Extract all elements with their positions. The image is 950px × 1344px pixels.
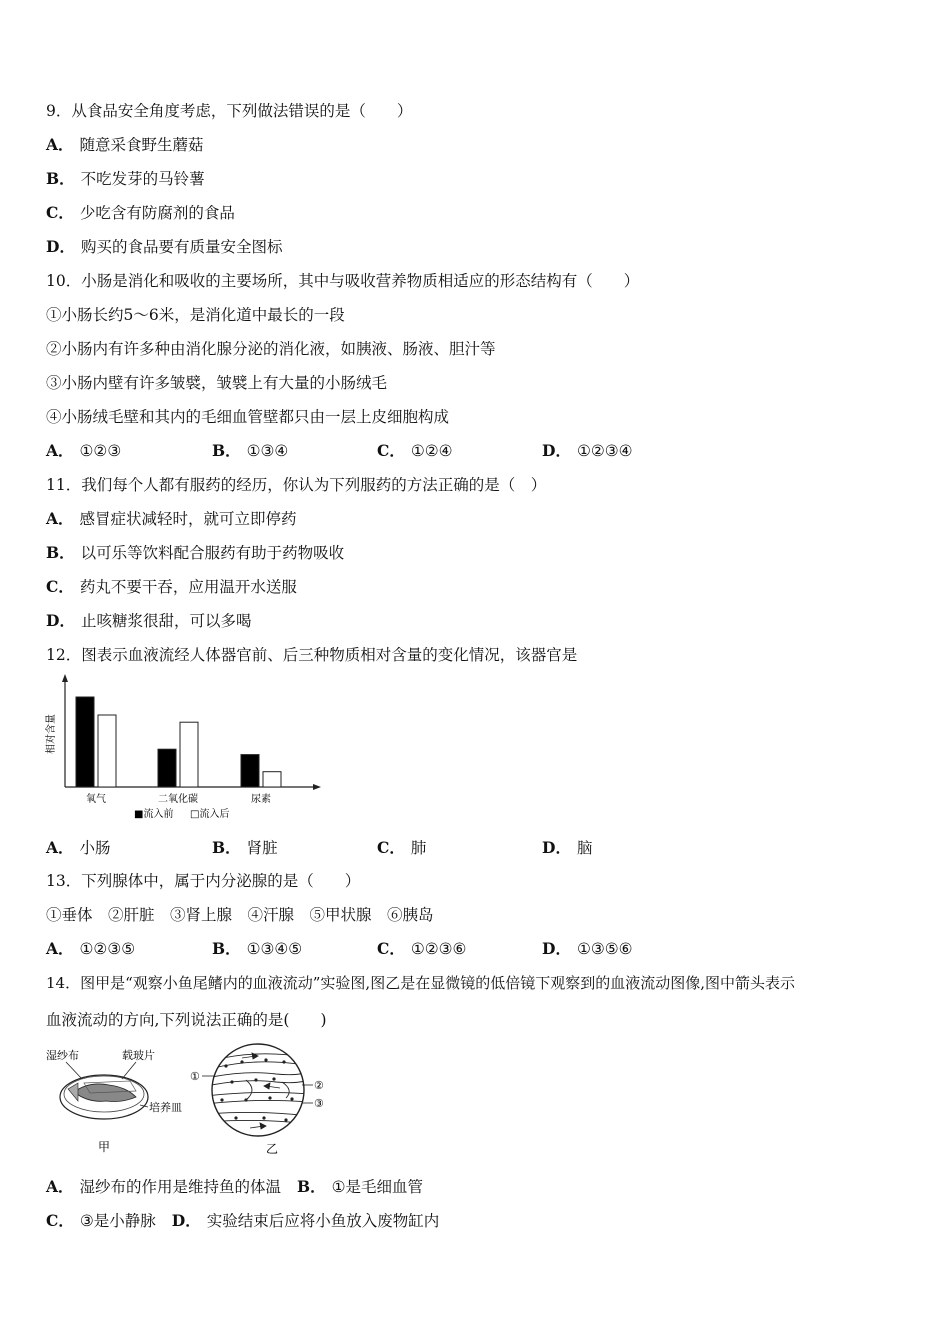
q10-statement-1: ①小肠长约5～6米，是消化道中最长的一段 bbox=[46, 306, 345, 324]
q12-stem: 12．图表示血液流经人体器官前、后三种物质相对含量的变化情况，该器官是 bbox=[46, 646, 578, 664]
bar-after-2 bbox=[263, 772, 281, 787]
jia-label-petri-dish: 培养皿 bbox=[149, 1101, 182, 1114]
x-tick-label: 尿素 bbox=[251, 794, 271, 805]
x-tick-label: 氧气 bbox=[86, 794, 106, 805]
q11-option-c: C． 药丸不要干吞，应用温开水送服 bbox=[46, 577, 297, 596]
q10-statement-4: ④小肠绒毛壁和其内的毛细血管壁都只由一层上皮细胞构成 bbox=[46, 408, 450, 426]
q9-option-b: B． 不吃发芽的马铃薯 bbox=[46, 169, 205, 188]
bar-after-1 bbox=[180, 722, 198, 787]
q12-bar-chart bbox=[40, 672, 330, 827]
q9-option-c: C． 少吃含有防腐剂的食品 bbox=[46, 203, 235, 222]
q11-option-d: D． 止咳糖浆很甜，可以多喝 bbox=[46, 611, 252, 630]
q12-option-c: C． 肺 bbox=[377, 838, 427, 857]
q10-option-c: C． ①②④ bbox=[377, 441, 453, 460]
q12-option-d: D． 脑 bbox=[542, 838, 593, 857]
y-axis-arrow bbox=[62, 674, 68, 682]
q14-stem-line1: 14．图甲是“观察小鱼尾鳍内的血液流动”实验图,图乙是在显微镜的低倍镜下观察到的血液流动图像,图中箭头表示 bbox=[46, 974, 795, 992]
yi-label-2: ② bbox=[314, 1079, 324, 1092]
bar-before-1 bbox=[158, 749, 176, 787]
q13-option-c: C． ①②③⑥ bbox=[377, 939, 467, 958]
jia-label-wet-gauze: 湿纱布 bbox=[46, 1049, 79, 1062]
q14-figure-yi bbox=[186, 1040, 336, 1158]
bar-before-2 bbox=[241, 755, 259, 787]
q13-option-d: D． ①③⑤⑥ bbox=[542, 939, 633, 958]
bar-before-0 bbox=[76, 697, 94, 787]
q10-statement-3: ③小肠内壁有许多皱襞，皱襞上有大量的小肠绒毛 bbox=[46, 374, 388, 392]
q10-option-d: D． ①②③④ bbox=[542, 441, 633, 460]
x-tick-label: 二氧化碳 bbox=[158, 794, 198, 805]
q12-option-a: A． 小肠 bbox=[46, 838, 111, 857]
q13-stem: 13．下列腺体中，属于内分泌腺的是（ ） bbox=[46, 872, 361, 890]
fish-icon bbox=[74, 1084, 136, 1102]
jia-label-slide: 载玻片 bbox=[122, 1049, 155, 1062]
q14-stem-line2: 血液流动的方向,下列说法正确的是( ) bbox=[46, 1011, 327, 1029]
q9-option-d: D． 购买的食品要有质量安全图标 bbox=[46, 237, 283, 256]
q13-option-a: A． ①②③⑤ bbox=[46, 939, 136, 958]
q13-option-b: B． ①③④⑤ bbox=[212, 939, 303, 958]
q13-items: ①垂体 ②肝脏 ③肾上腺 ④汗腺 ⑤甲状腺 ⑥胰岛 bbox=[46, 906, 434, 924]
q14-options-cd: C． ③是小静脉 D． 实验结束后应将小鱼放入废物缸内 bbox=[46, 1211, 440, 1230]
q10-option-a: A． ①②③ bbox=[46, 441, 122, 460]
q14-figure-jia bbox=[44, 1045, 194, 1157]
q9-option-a: A． 随意采食野生蘑菇 bbox=[46, 135, 204, 154]
bar-after-0 bbox=[98, 715, 116, 787]
y-axis-label: 相对含量 bbox=[46, 714, 57, 754]
legend-after: □流入后 bbox=[190, 809, 230, 820]
q11-option-b: B． 以可乐等饮料配合服药有助于药物吸收 bbox=[46, 543, 345, 562]
q10-stem: 10．小肠是消化和吸收的主要场所，其中与吸收营养物质相适应的形态结构有（ ） bbox=[46, 272, 640, 290]
q9-stem: 9．从食品安全角度考虑，下列做法错误的是（ ） bbox=[46, 102, 413, 120]
q10-option-b: B． ①③④ bbox=[212, 441, 289, 460]
jia-caption: 甲 bbox=[98, 1140, 111, 1154]
q12-option-b: B． 肾脏 bbox=[212, 838, 278, 857]
q11-option-a: A． 感冒症状减轻时，就可立即停药 bbox=[46, 509, 297, 528]
x-axis-arrow bbox=[313, 784, 321, 790]
yi-caption: 乙 bbox=[266, 1142, 279, 1156]
q11-stem: 11．我们每个人都有服药的经历，你认为下列服药的方法正确的是（ ） bbox=[46, 476, 547, 494]
yi-label-1: ① bbox=[190, 1070, 200, 1083]
yi-label-3: ③ bbox=[314, 1097, 324, 1110]
q14-options-ab: A． 湿纱布的作用是维持鱼的体温 B． ①是毛细血管 bbox=[46, 1177, 424, 1196]
q10-statement-2: ②小肠内有许多种由消化腺分泌的消化液，如胰液、肠液、胆汁等 bbox=[46, 340, 496, 358]
legend-before: ■流入前 bbox=[134, 809, 174, 820]
